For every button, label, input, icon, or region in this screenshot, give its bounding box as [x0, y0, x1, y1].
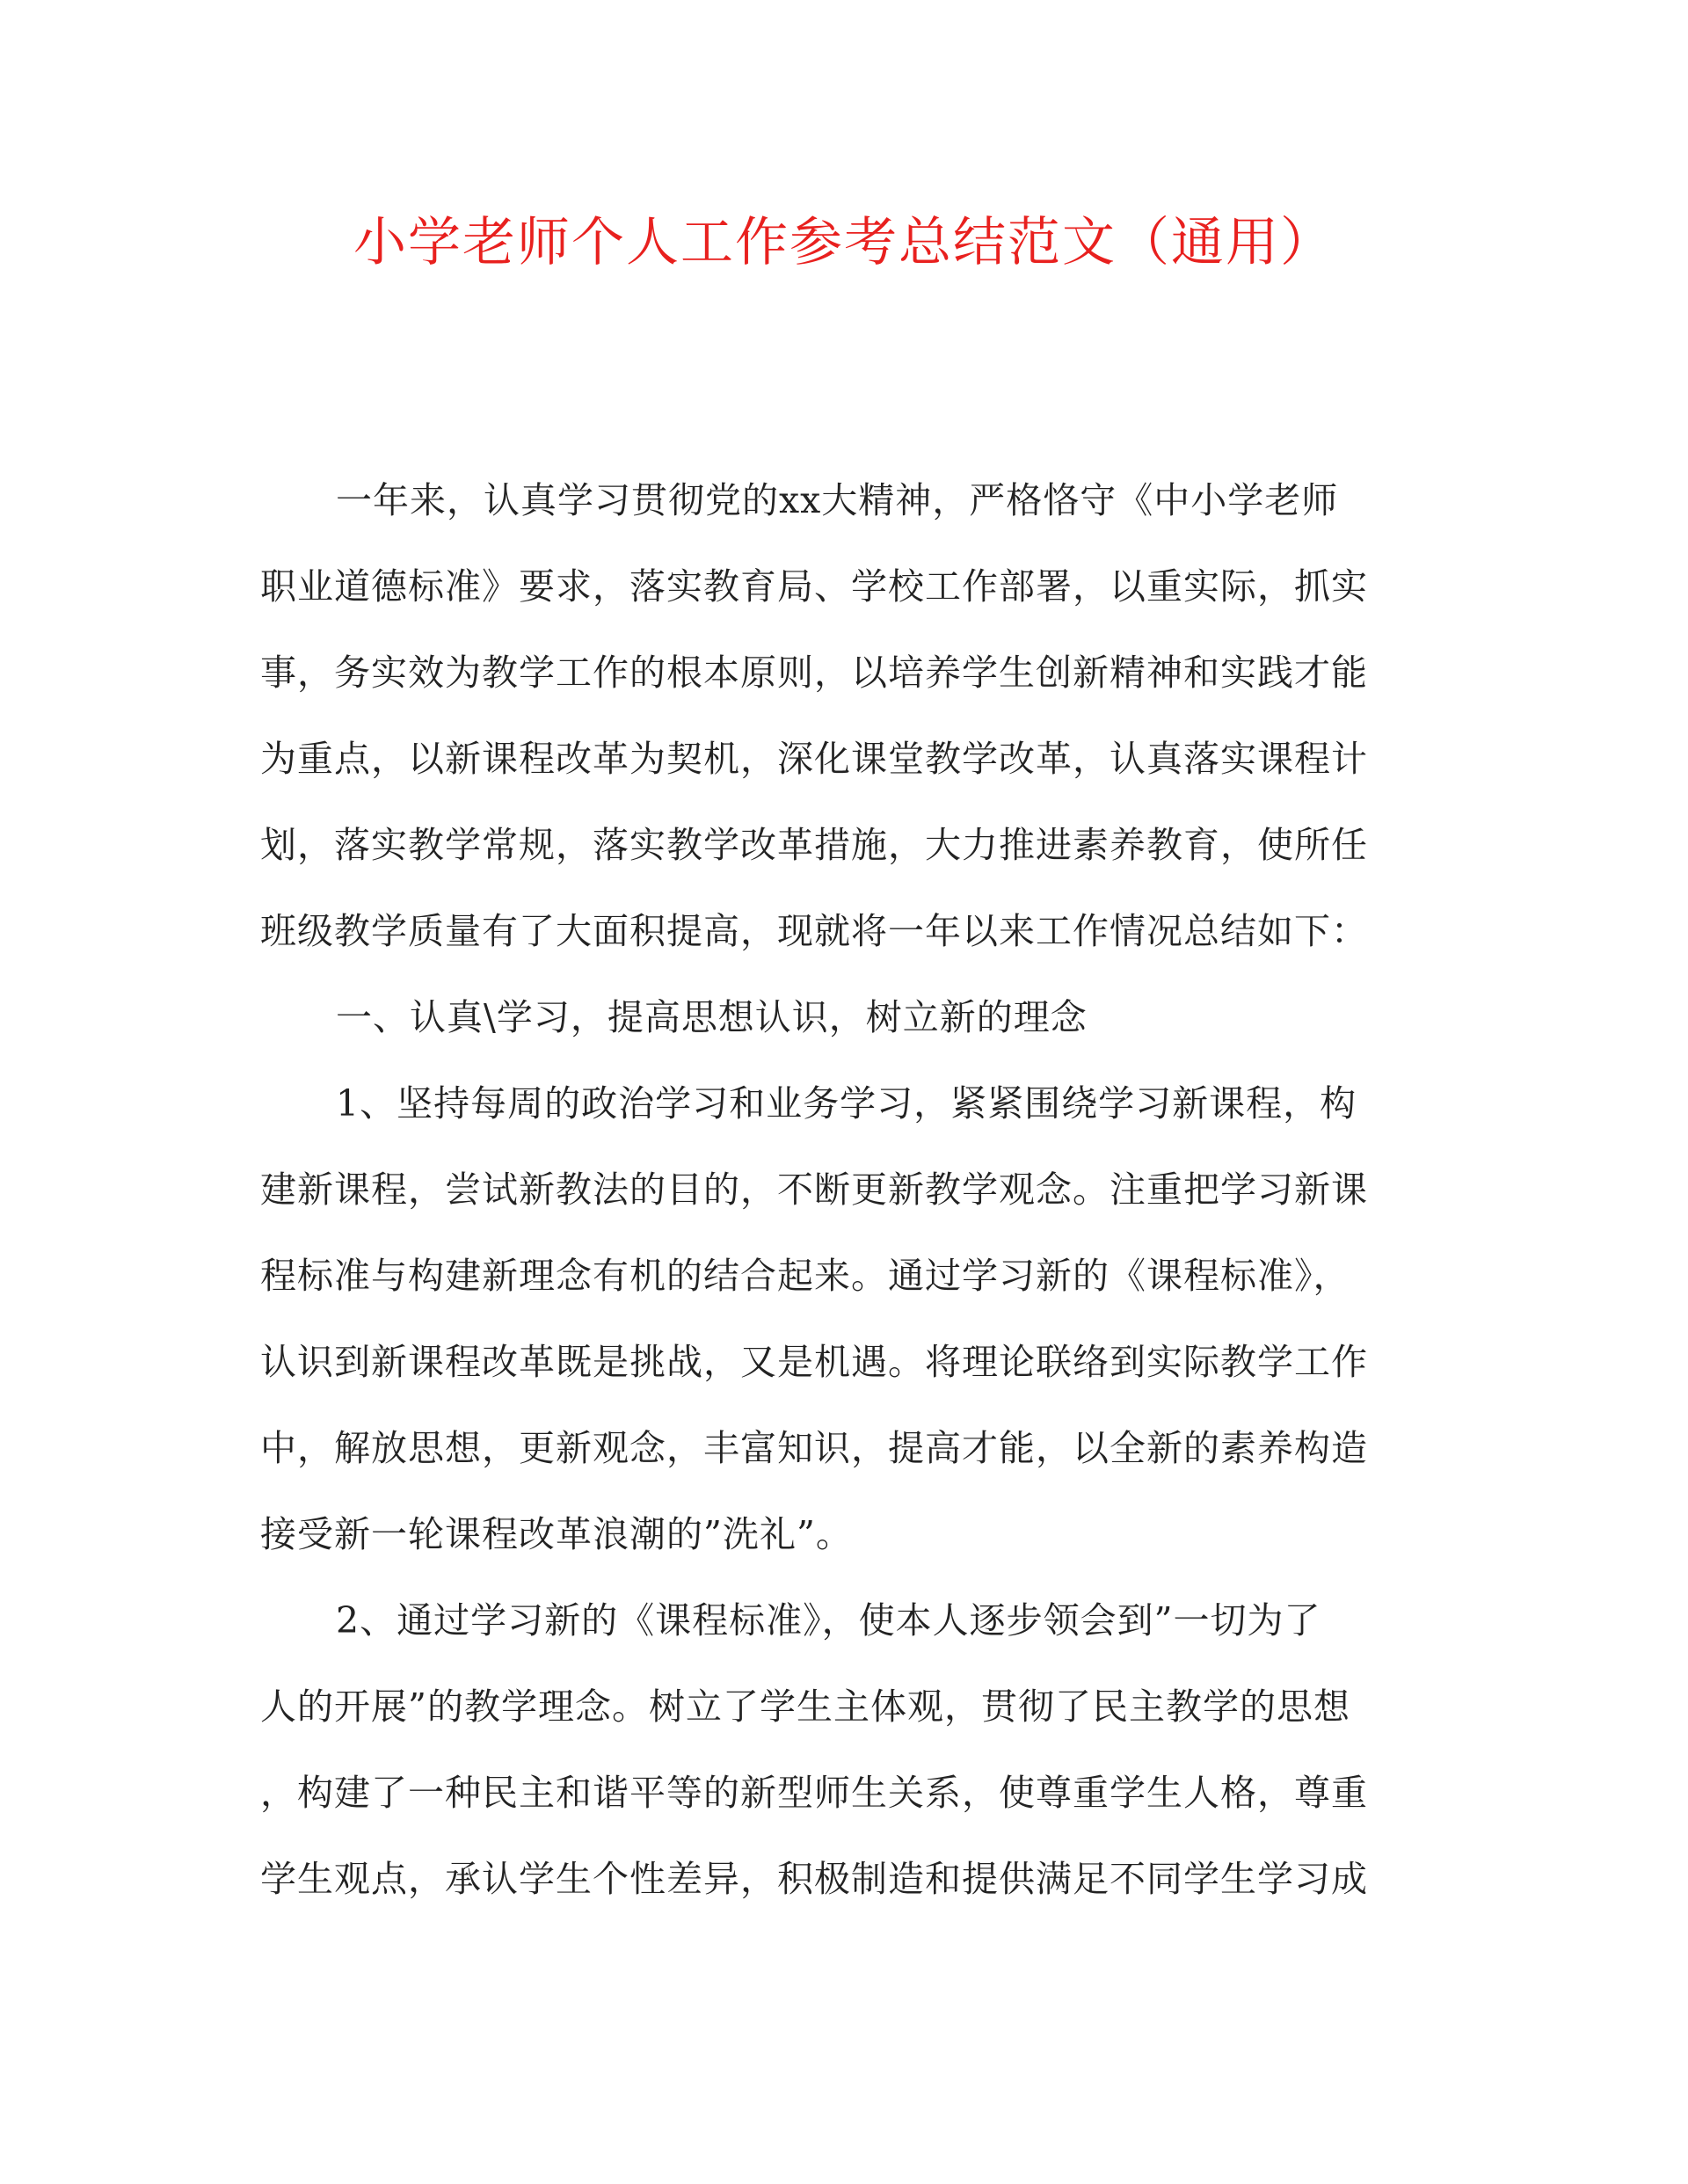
document-body	[260, 457, 1421, 1922]
paragraph-item-2	[260, 1577, 1421, 1922]
paragraph-item-1	[260, 1060, 1421, 1577]
paragraph-line: 中，解放思想，更新观念，丰富知识，提高才能，以全新的素养构造	[260, 1427, 1368, 1469]
paragraph-line: 划，落实教学常规，落实教学改革措施，大力推进素养教育，使所任	[260, 824, 1368, 866]
paragraph-line: ，构建了一种民主和谐平等的新型师生关系，使尊重学生人格，尊重	[260, 1772, 1368, 1814]
paragraph-line: 一年来，认真学习贯彻党的xx大精神，严格恪守《中小学老师	[336, 479, 1339, 521]
paragraph-line: 班级教学质量有了大面积提高，现就将一年以来工作情况总结如下：	[260, 910, 1368, 952]
paragraph-line: 学生观点，承认学生个性差异，积极制造和提供满足不同学生学习成	[260, 1858, 1368, 1900]
document-title: 小学老师个人工作参考总结范文（通用）	[353, 212, 1335, 273]
section-heading-line: 一、认真\学习，提高思想认识，树立新的理念	[336, 996, 1088, 1038]
paragraph-line: 为重点，以新课程改革为契机，深化课堂教学改革，认真落实课程计	[260, 738, 1368, 780]
paragraph-line: 职业道德标准》要求，落实教育局、学校工作部署，以重实际，抓实	[260, 565, 1368, 608]
paragraph-line: 事，务实效为教学工作的根本原则，以培养学生创新精神和实践才能	[260, 652, 1368, 694]
paragraph-line: 2、通过学习新的《课程标准》，使本人逐步领会到”一切为了	[336, 1599, 1321, 1642]
paragraph-line: 程标准与构建新理念有机的结合起来。通过学习新的《课程标准》，	[260, 1255, 1350, 1297]
paragraph-line: 1、坚持每周的政治学习和业务学习，紧紧围绕学习新课程，构	[336, 1082, 1357, 1125]
paragraph-line: 认识到新课程改革既是挑战，又是机遇。将理论联络到实际教学工作	[260, 1341, 1368, 1383]
paragraph-line: 建新课程，尝试新教法的目的，不断更新教学观念。注重把学习新课	[260, 1168, 1368, 1211]
paragraph-intro	[260, 457, 1421, 974]
paragraph-line: 人的开展”的教学理念。树立了学生主体观，贯彻了民主教学的思想	[260, 1685, 1350, 1728]
paragraph-line: 接受新一轮课程改革浪潮的”洗礼”。	[260, 1513, 853, 1555]
section-heading	[260, 974, 1421, 1060]
